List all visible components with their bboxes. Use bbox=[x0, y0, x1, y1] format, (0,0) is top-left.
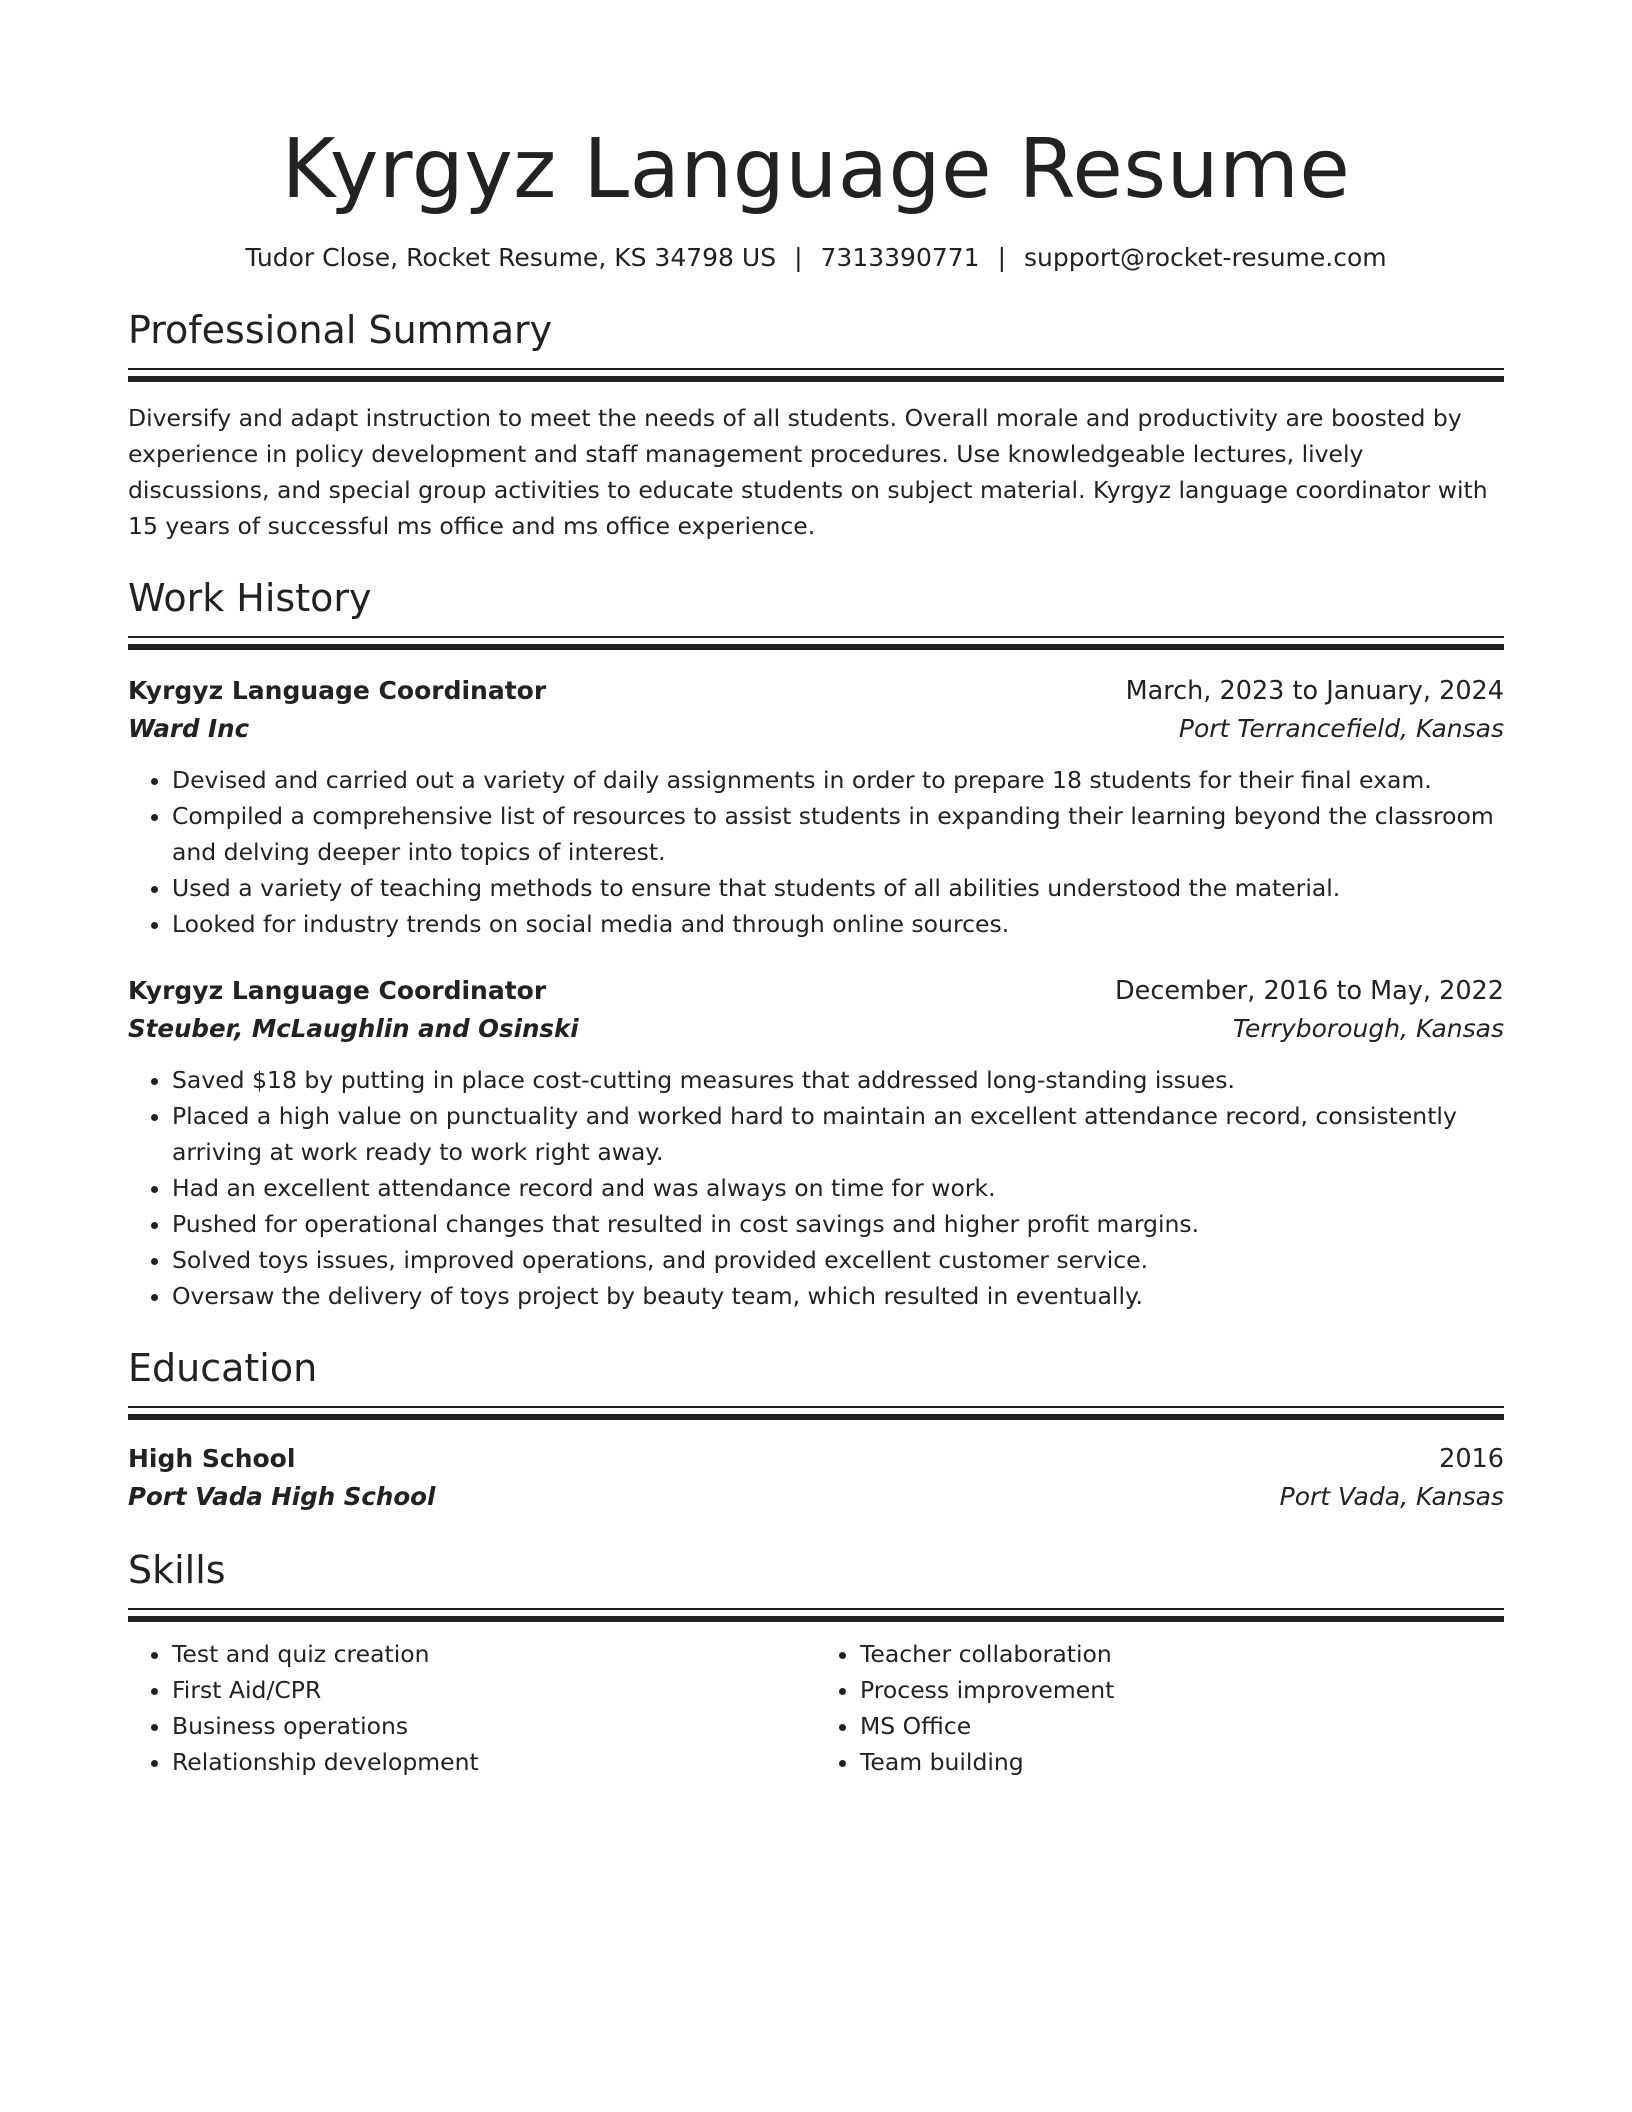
skill-item: • Team building bbox=[860, 1744, 1504, 1780]
job-entry bbox=[128, 672, 1504, 942]
list-item: • Saved $18 by putting in place cost-cutting measures that addressed long-standing issues. bbox=[172, 1062, 1504, 1098]
list-item: • Oversaw the delivery of toys project by beauty team, which resulted in eventually. bbox=[172, 1278, 1504, 1314]
job-header-row bbox=[128, 972, 1504, 1010]
contact-address: Tudor Close, Rocket Resume, KS 34798 US bbox=[245, 243, 777, 272]
summary-text: Diversify and adapt instruction to meet the needs of all students. Overall morale and productivity are boosted by experience in policy development and staff management procedures. Use knowledgeable lectures, lively discussions, and special group activities to educate students on subject material. Kyrgyz language coordinator with 15 years of successful ms office and ms office experience. bbox=[128, 404, 1488, 540]
job-company-row bbox=[128, 710, 1504, 748]
skill-item: • Teacher collaboration bbox=[860, 1636, 1504, 1672]
list-item: • Used a variety of teaching methods to ensure that students of all abilities understood the material. bbox=[172, 870, 1504, 906]
skills-column-left bbox=[128, 1636, 816, 1780]
contact-separator: | bbox=[794, 243, 803, 272]
job-company-row bbox=[128, 1010, 1504, 1048]
section-title-work-history: Work History bbox=[128, 576, 372, 620]
section-rule-thick bbox=[128, 1616, 1504, 1622]
job-location: Port Terrancefield, Kansas bbox=[1178, 714, 1504, 743]
job-dates: December, 2016 to May, 2022 bbox=[1115, 976, 1504, 1006]
section-rule-thick bbox=[128, 644, 1504, 650]
skill-item: • Relationship development bbox=[172, 1744, 816, 1780]
job-bullets bbox=[128, 762, 1504, 942]
education-entry bbox=[128, 1440, 1504, 1516]
education-location: Port Vada, Kansas bbox=[1279, 1482, 1504, 1511]
skill-item: • Test and quiz creation bbox=[172, 1636, 816, 1672]
resume-name: Kyrgyz Language Resume bbox=[281, 122, 1351, 217]
list-item: • Had an excellent attendance record and was always on time for work. bbox=[172, 1170, 1504, 1206]
section-rule-thick bbox=[128, 376, 1504, 382]
skills-grid bbox=[128, 1636, 1504, 1780]
section-title-skills: Skills bbox=[128, 1548, 226, 1592]
section-rule-thin bbox=[128, 1406, 1504, 1408]
education-section bbox=[128, 1344, 1504, 1516]
job-title: Kyrgyz Language Coordinator bbox=[128, 676, 547, 705]
job-location: Terryborough, Kansas bbox=[1232, 1014, 1504, 1043]
education-year: 2016 bbox=[1439, 1444, 1504, 1474]
section-title-education: Education bbox=[128, 1346, 318, 1390]
section-title-summary: Professional Summary bbox=[128, 308, 553, 352]
list-item: • Placed a high value on punctuality and worked hard to maintain an excellent attendance record, consistently arriving at work ready to work right away. bbox=[172, 1098, 1504, 1170]
contact-phone: 7313390771 bbox=[820, 243, 980, 272]
section-rule-thick bbox=[128, 1414, 1504, 1420]
section-rule-thin bbox=[128, 368, 1504, 370]
skill-item: • MS Office bbox=[860, 1708, 1504, 1744]
job-company: Steuber, McLaughlin and Osinski bbox=[128, 1014, 579, 1043]
job-dates: March, 2023 to January, 2024 bbox=[1125, 676, 1504, 706]
skills-column-right bbox=[816, 1636, 1504, 1780]
education-school: Port Vada High School bbox=[128, 1482, 436, 1511]
summary-section bbox=[128, 306, 1504, 544]
job-title: Kyrgyz Language Coordinator bbox=[128, 976, 547, 1005]
work-history-section bbox=[128, 574, 1504, 1314]
education-school-row bbox=[128, 1478, 1504, 1516]
contact-email: support@rocket-resume.com bbox=[1024, 243, 1387, 272]
education-degree: High School bbox=[128, 1444, 296, 1473]
skill-item: • First Aid/CPR bbox=[172, 1672, 816, 1708]
section-rule-thin bbox=[128, 1608, 1504, 1610]
contact-line bbox=[128, 240, 1504, 276]
skill-item: • Business operations bbox=[172, 1708, 816, 1744]
job-company: Ward Inc bbox=[128, 714, 250, 743]
list-item: • Pushed for operational changes that resulted in cost savings and higher profit margins. bbox=[172, 1206, 1504, 1242]
list-item: • Devised and carried out a variety of daily assignments in order to prepare 18 students for their final exam. bbox=[172, 762, 1504, 798]
list-item: • Looked for industry trends on social media and through online sources. bbox=[172, 906, 1504, 942]
job-header-row bbox=[128, 672, 1504, 710]
education-header-row bbox=[128, 1440, 1504, 1478]
job-bullets bbox=[128, 1062, 1504, 1314]
list-item: • Solved toys issues, improved operations, and provided excellent customer service. bbox=[172, 1242, 1504, 1278]
list-item: • Compiled a comprehensive list of resources to assist students in expanding their learning beyond the classroom and delving deeper into topics of interest. bbox=[172, 798, 1504, 870]
job-entry bbox=[128, 972, 1504, 1314]
skill-item: • Process improvement bbox=[860, 1672, 1504, 1708]
skills-list bbox=[816, 1636, 1504, 1780]
skills-list bbox=[128, 1636, 816, 1780]
contact-separator: | bbox=[997, 243, 1007, 272]
section-rule-thin bbox=[128, 636, 1504, 638]
skills-section bbox=[128, 1546, 1504, 1780]
